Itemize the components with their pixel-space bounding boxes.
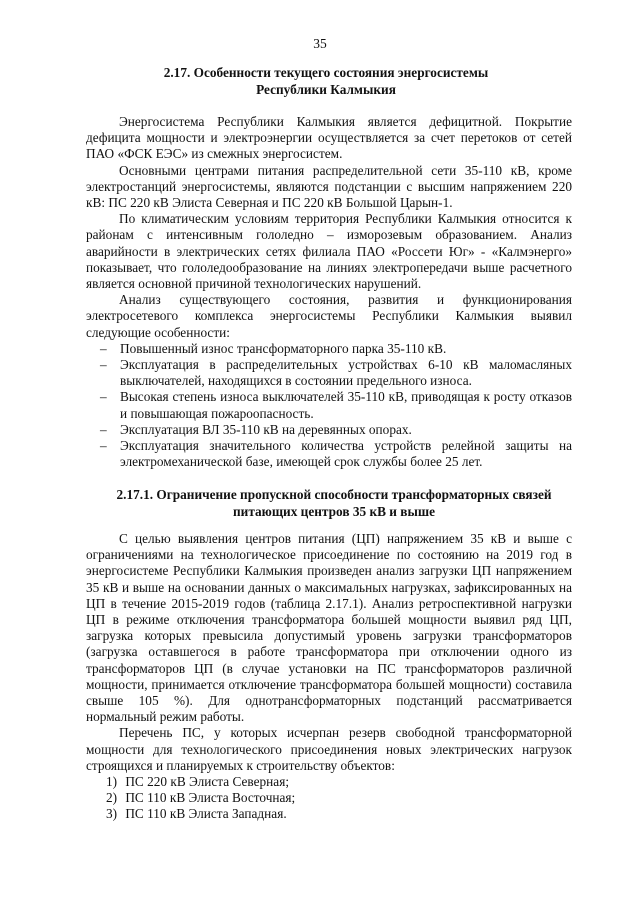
page-number: 35 [313,36,327,51]
list-item-text: Эксплуатация значительного количества устройств релейной защиты на электромеханической базе, имеющей срок службы более 25 лет. [120,438,572,470]
section-body [86,114,572,470]
list-item [86,774,572,790]
dash-bullet: – [100,438,107,454]
dash-bullet: – [100,389,107,405]
list-item [86,357,572,389]
paragraph: Анализ существующего состояния, развития и функционирования электросетевого комплекса энергосистемы Республики Калмыкия выявил следующие особенности: [86,292,572,340]
list-item-number: 3) [106,806,118,822]
list-item [86,341,572,357]
dash-bullet: – [100,421,107,437]
paragraph: С целью выявления центров питания (ЦП) напряжением 35 кВ и выше с ограничениями на технологическое присоединение по состоянию на 2019 год в энергосистеме Республики Калмыкия произведен анализ загрузки ЦП напряжением 35 кВ и выше на основании данных о максимальных нагрузках, зафиксированных на ЦП в течение 2015-2019 годов (таблица 2.17.1). Анализ ретроспективной нагрузки ЦП в режиме отключения трансформатора большей мощности выявил ряд ЦП, загрузка которых превысила допустимый уровень загрузки трансформаторов (загрузка оставшегося в работе трансформатора при отключении одного из трансформаторов ЦП (в случае установки на ПС трансформаторов различной мощности, принимается отключение трансформатора большей мощности) составила свыше 105 %). Для однотрансформаторных подстанций рассматривается нормальный режим работы. [86,531,572,725]
list-item [86,422,572,438]
list-item-text: Высокая степень износа выключателей 35-110 кВ, приводящая к росту отказов и повышающая пожароопасность. [120,389,572,421]
list-item-text: ПС 220 кВ Элиста Северная; [125,774,290,790]
features-list [86,341,572,471]
list-item [86,806,572,822]
dash-bullet: – [100,340,107,356]
substations-list [86,774,572,823]
list-item-text: Эксплуатация ВЛ 35-110 кВ на деревянных опорах. [120,421,412,437]
subsection-heading [96,487,572,520]
section-heading [80,64,572,98]
section-heading-line-1: 2.17. Особенности текущего состояния энергосистемы [163,65,489,80]
subsection-heading-line-2: питающих центров 35 кВ и выше [233,503,435,519]
list-item-text: Повышенный износ трансформаторного парка 35-110 кВ. [120,340,447,356]
section-heading-line-2: Республики Калмыкия [256,82,396,97]
subsection-heading-line-1: 2.17.1. Ограничение пропускной способности трансформаторных связей [116,487,552,502]
dash-bullet: – [100,357,107,373]
list-item [86,790,572,806]
paragraph: Энергосистема Республики Калмыкия является дефицитной. Покрытие дефицита мощности и электроэнергии осуществляется за счет перетоков от сетей ПАО «ФСК ЕЭС» из смежных энергосистем. [86,114,572,162]
list-item-text: ПС 110 кВ Элиста Восточная; [125,790,296,806]
subsection-body [86,531,572,823]
paragraph: Основными центрами питания распределительной сети 35-110 кВ, кроме электростанций энергосистемы, являются подстанции с высшим напряжением 220 кВ: ПС 220 кВ Элиста Северная и ПС 220 кВ Большой Царын-1. [86,162,572,211]
paragraph: Перечень ПС, у которых исчерпан резерв свободной трансформаторной мощности для технологического присоединения новых электрических нагрузок строящихся и планируемых к строительству объектов: [86,725,572,773]
paragraph: По климатическим условиям территория Республики Калмыкия относится к районам с интенсивным гололедно – изморозевым образованием. Анализ аварийности в электрических сетях филиала ПАО «Россети Юг» - «Калмэнерго» показывает, что гололедообразование на линиях электропередачи выше расчетного является основной причиной технологических нарушений. [86,211,572,292]
list-item [86,389,572,421]
list-item-text: ПС 110 кВ Элиста Западная. [125,806,287,822]
list-item-number: 2) [106,790,118,806]
list-item [86,438,572,470]
list-item-number: 1) [106,774,118,790]
list-item-text: Эксплуатация в распределительных устройствах 6-10 кВ маломасляных выключателей, находящихся в состоянии предельного износа. [120,357,572,389]
